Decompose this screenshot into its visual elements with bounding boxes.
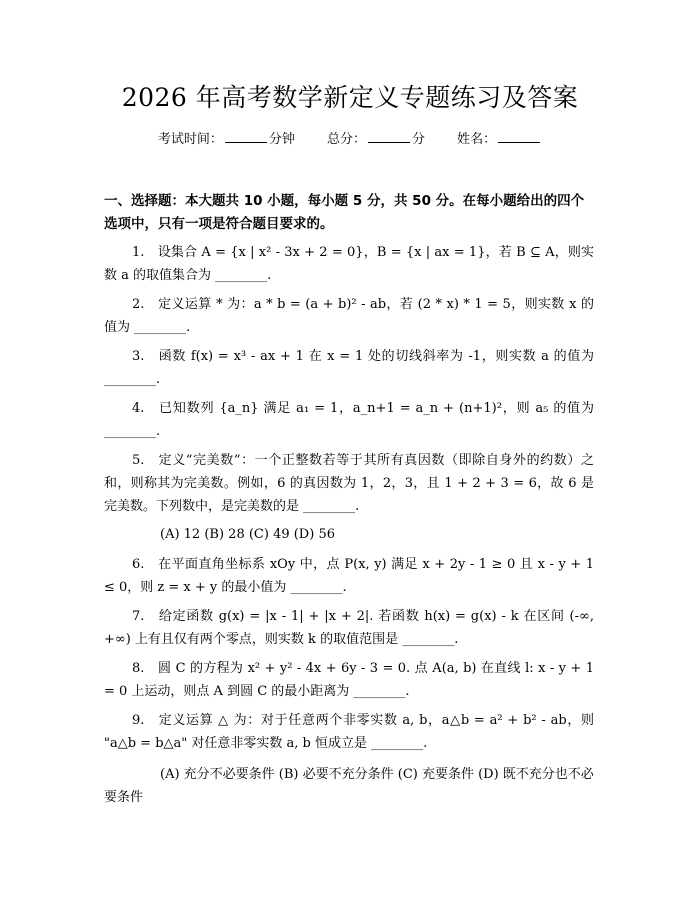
question-7: 7. 给定函数 g(x) = |x - 1| + |x + 2|. 若函数 h(x) = g(x) - k 在区间 (-∞, +∞) 上有且仅有两个零点，则实数 k 的取值范围是 ________. [104, 609, 594, 647]
exam-meta [0, 128, 700, 151]
question-9: 9. 定义运算 △ 为：对于任意两个非零实数 a, b，a△b = a² + b² - ab，则 "a△b = b△a" 对任意非零实数 a, b 恒成立是 ________. [104, 713, 594, 751]
section-heading: 一、选择题：本大题共 10 小题，每小题 5 分，共 50 分。在每小题给出的四个选项中，只有一项是符合题目要求的。 [104, 193, 585, 232]
total-score-unit: 分 [412, 132, 426, 147]
question-5: 5. 定义“完美数”：一个正整数若等于其所有真因数（即除自身外的约数）之和，则称其为完美数。例如，6 的真因数为 1，2，3，且 1 + 2 + 3 = 6，故 6 是完美数。下列数中，是完美数的是 ________. [104, 453, 594, 514]
question-5-options: (A) 12 (B) 28 (C) 49 (D) 56 [160, 527, 335, 542]
total-score-blank [368, 128, 410, 143]
student-name [457, 128, 542, 151]
question-8: 8. 圆 C 的方程为 x² + y² - 4x + 6y - 3 = 0. 点 A(a, b) 在直线 l: x - y + 1 = 0 上运动，则点 A 到圆 C 的最小距离为 ________. [104, 661, 594, 699]
question-2: 2. 定义运算 * 为：a * b = (a + b)² - ab，若 (2 * x) * 1 = 5，则实数 x 的值为 ________. [104, 297, 594, 335]
exam-time-label: 考试时间： [157, 132, 223, 147]
exam-time-unit: 分钟 [268, 132, 295, 147]
student-name-blank [498, 128, 540, 143]
exam-time [158, 128, 295, 151]
total-score-label: 总分： [326, 132, 366, 147]
page-title: 2026 年高考数学新定义专题练习及答案 [121, 83, 579, 112]
question-3: 3. 函数 f(x) = x³ - ax + 1 在 x = 1 处的切线斜率为 -1，则实数 a 的值为 ________. [104, 349, 594, 387]
question-6: 6. 在平面直角坐标系 xOy 中，点 P(x, y) 满足 x + 2y - 1 ≥ 0 且 x - y + 1 ≤ 0，则 z = x + y 的最小值为 ________. [104, 557, 594, 595]
question-9-options: (A) 充分不必要条件 (B) 必要不充分条件 (C) 充要条件 (D) 既不充分也不必要条件 [104, 767, 594, 805]
student-name-label: 姓名： [457, 132, 497, 147]
question-4: 4. 已知数列 {a_n} 满足 a₁ = 1，a_n+1 = a_n + (n+1)²，则 a₅ 的值为 ________. [104, 401, 594, 439]
question-1: 1. 设集合 A = {x | x² - 3x + 2 = 0}，B = {x | ax = 1}，若 B ⊆ A，则实数 a 的取值集合为 ________. [104, 245, 594, 283]
total-score [327, 128, 425, 151]
exam-time-blank [225, 128, 267, 143]
